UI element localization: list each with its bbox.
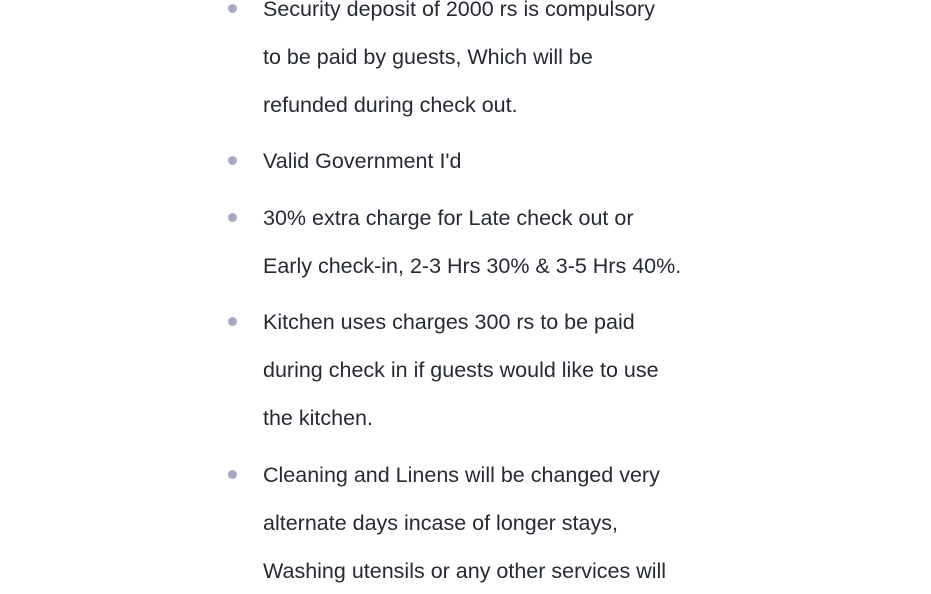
rule-text-government-id: Valid Government I'd [263, 149, 462, 173]
bullet-dot-icon [228, 156, 237, 165]
bullet-dot-icon [228, 470, 237, 479]
bullet-dot-icon [228, 4, 237, 13]
rule-text-late-checkout: 30% extra charge for Late check out or Early check-in, 2-3 Hrs 30% & 3-5 Hrs 40%. [263, 206, 682, 278]
bullet-dot-icon [228, 213, 237, 222]
rule-text-security-deposit: Security deposit of 2000 rs is compulsory to be paid by guests, Which will be refunded during check out. [263, 0, 655, 117]
bullet-dot-icon [228, 317, 237, 326]
rule-text-cleaning-linens: Cleaning and Linens will be changed very alternate days incase of longer stays, Washing utensils or any other services will [263, 463, 667, 583]
rule-text-kitchen-charges: Kitchen uses charges 300 rs to be paid during check in if guests would like to use the kitchen. [263, 310, 659, 430]
